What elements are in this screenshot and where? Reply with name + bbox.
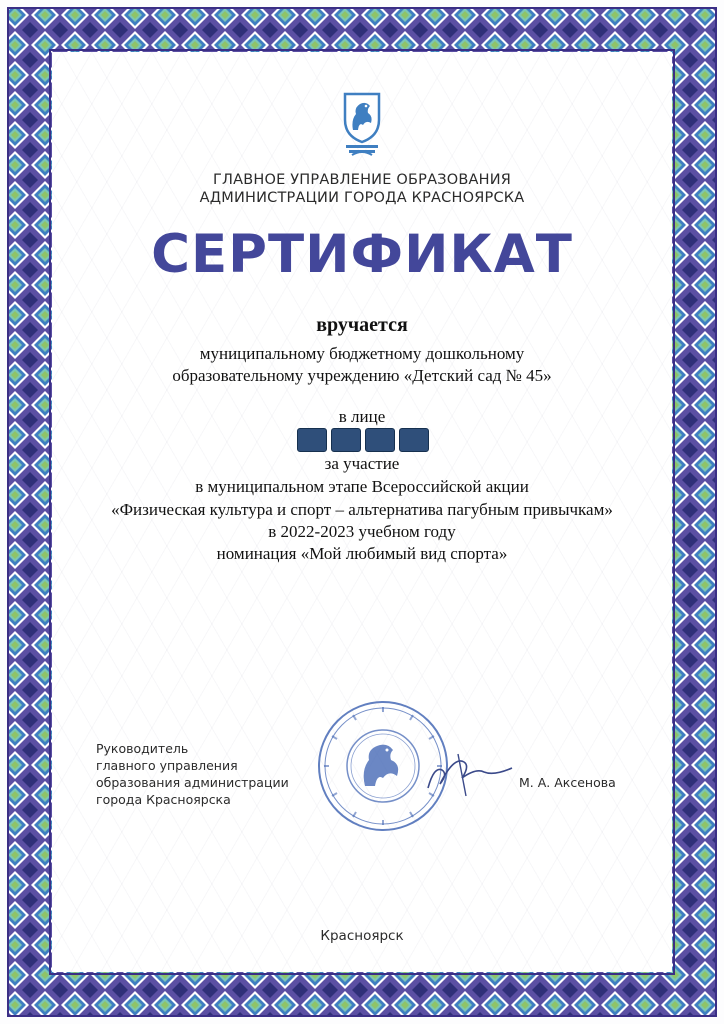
- event-line2: «Физическая культура и спорт – альтернатива пагубным привычкам»: [111, 500, 613, 519]
- signer-role-line3: образования администрации: [96, 775, 289, 790]
- signer-name: М. А. Аксенова: [519, 775, 616, 790]
- redacted-name: [297, 428, 429, 452]
- school-year: в 2022-2023 учебном году: [268, 522, 456, 541]
- signer-role-line1: Руководитель: [96, 741, 189, 756]
- handwritten-signature: [420, 748, 520, 798]
- participation-label: за участие: [324, 454, 400, 473]
- redaction-block: [331, 428, 361, 452]
- certificate-title: СЕРТИФИКАТ: [151, 224, 573, 285]
- signer-role-line2: главного управления: [96, 758, 238, 773]
- krasnoyarsk-coat-of-arms-icon: [342, 92, 382, 158]
- redaction-block: [297, 428, 327, 452]
- nomination: номинация «Мой любимый вид спорта»: [216, 544, 508, 563]
- org-name-line1: ГЛАВНОЕ УПРАВЛЕНИЕ ОБРАЗОВАНИЯ: [212, 172, 512, 188]
- recipient-line1: муниципальному бюджетному дошкольному: [199, 344, 525, 363]
- in-person-label: в лице: [338, 407, 386, 426]
- redaction-block: [399, 428, 429, 452]
- awarded-heading: вручается: [316, 314, 408, 336]
- signer-role: [96, 740, 296, 808]
- org-name-line2: АДМИНИСТРАЦИИ ГОРОДА КРАСНОЯРСКА: [199, 190, 525, 206]
- event-line1: в муниципальном этапе Всероссийской акции: [195, 477, 529, 496]
- city-name: Красноярск: [320, 928, 404, 944]
- recipient-line2: образовательному учреждению «Детский сад № 45»: [172, 366, 552, 385]
- signer-role-line4: города Красноярска: [96, 792, 231, 807]
- redaction-block: [365, 428, 395, 452]
